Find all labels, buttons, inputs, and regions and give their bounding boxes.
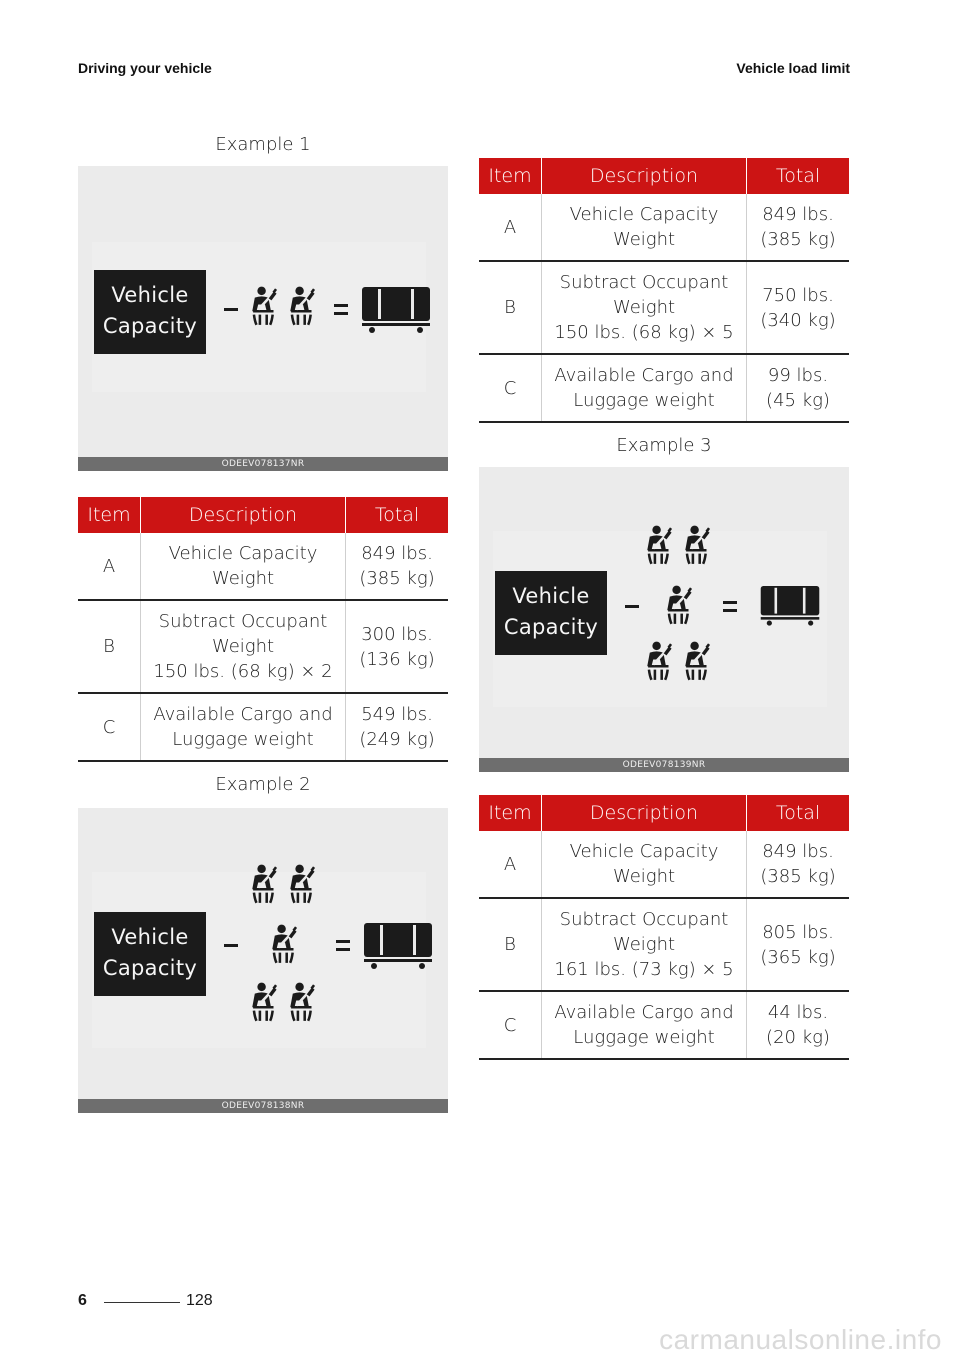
equals-icon [723, 601, 737, 612]
column-header-total: Total [747, 795, 850, 831]
equals-icon [334, 304, 348, 315]
row-description: Vehicle Capacity Weight [542, 831, 747, 898]
table-row [479, 898, 849, 991]
table-row [479, 354, 849, 422]
row-description: Subtract Occupant Weight 150 lbs. (68 kg) × 5 [542, 261, 747, 354]
seatbelt-icon [290, 865, 314, 903]
capacity-label-line1: Vehicle [111, 283, 189, 307]
footer-rule [104, 1302, 180, 1303]
example-1-equation [78, 166, 448, 471]
row-description: Available Cargo and Luggage weight [141, 693, 346, 761]
column-header-item: Item [479, 795, 542, 831]
example-3-table [479, 795, 849, 1060]
row-item: C [78, 693, 141, 761]
row-description: Available Cargo and Luggage weight [542, 991, 747, 1059]
row-item: A [78, 533, 141, 600]
row-description: Vehicle Capacity Weight [141, 533, 346, 600]
column-header-description: Description [542, 158, 747, 194]
cargo-icon [362, 287, 430, 333]
row-total: 300 lbs. (136 kg) [346, 600, 449, 693]
page-number: 128 [186, 1292, 213, 1309]
equals-icon [336, 940, 350, 951]
example-2-equation [78, 808, 448, 1113]
table-row [78, 533, 448, 600]
row-total: 549 lbs. (249 kg) [346, 693, 449, 761]
chapter-number: 6 [78, 1292, 87, 1309]
row-total: 849 lbs. (385 kg) [747, 194, 850, 261]
row-item: B [479, 261, 542, 354]
row-description: Available Cargo and Luggage weight [542, 354, 747, 422]
example-1-title: Example 1 [215, 134, 311, 155]
table-row [78, 600, 448, 693]
table-row [479, 261, 849, 354]
seatbelt-icon [647, 526, 671, 564]
capacity-label-line1: Vehicle [111, 925, 189, 949]
column-header-description: Description [141, 497, 346, 533]
cargo-icon [364, 923, 432, 969]
column-header-item: Item [479, 158, 542, 194]
capacity-label-line1: Vehicle [512, 584, 590, 608]
row-description: Subtract Occupant Weight 161 lbs. (73 kg) × 5 [542, 898, 747, 991]
example-3-title: Example 3 [616, 435, 712, 456]
column-header-description: Description [542, 795, 747, 831]
seatbelt-icon [252, 983, 276, 1021]
left-column [78, 132, 448, 1113]
seatbelt-icon [647, 642, 671, 680]
right-column [479, 158, 849, 1060]
row-total: 99 lbs. (45 kg) [747, 354, 850, 422]
capacity-label-line2: Capacity [102, 314, 198, 338]
seatbelt-icon [272, 925, 296, 963]
example-1-table [78, 497, 448, 762]
row-total: 849 lbs. (385 kg) [747, 831, 850, 898]
example-3-figure-code: ODEEV078139NR [479, 758, 849, 772]
seatbelt-icon [290, 287, 314, 325]
example-1-figure [78, 166, 448, 471]
row-description: Vehicle Capacity Weight [542, 194, 747, 261]
minus-icon [224, 944, 238, 947]
row-total: 750 lbs. (340 kg) [747, 261, 850, 354]
header-section-title: Driving your vehicle [78, 60, 212, 76]
header-topic-title: Vehicle load limit [736, 60, 850, 76]
seatbelt-icon [252, 865, 276, 903]
example-2-figure-code: ODEEV078138NR [78, 1099, 448, 1113]
column-header-item: Item [78, 497, 141, 533]
example-2-figure [78, 808, 448, 1113]
column-header-total: Total [747, 158, 850, 194]
watermark: carmanualsonline.info [659, 1324, 942, 1355]
seatbelt-icon [685, 642, 709, 680]
row-item: C [479, 991, 542, 1059]
example-1-figure-code: ODEEV078137NR [78, 457, 448, 471]
table-row [479, 194, 849, 261]
capacity-label-line2: Capacity [102, 956, 198, 980]
seatbelt-icon [252, 287, 276, 325]
row-item: A [479, 831, 542, 898]
cargo-icon [761, 586, 820, 626]
row-item: C [479, 354, 542, 422]
seatbelt-icon [667, 586, 691, 624]
row-item: B [78, 600, 141, 693]
example-3-figure [479, 467, 849, 772]
seatbelt-icon [290, 983, 314, 1021]
minus-icon [224, 308, 238, 311]
table-row [78, 693, 448, 761]
table-row [479, 831, 849, 898]
capacity-label-line2: Capacity [503, 615, 599, 639]
column-header-total: Total [346, 497, 449, 533]
row-total: 805 lbs. (365 kg) [747, 898, 850, 991]
row-item: A [479, 194, 542, 261]
example-2-title: Example 2 [215, 774, 311, 795]
row-total: 44 lbs. (20 kg) [747, 991, 850, 1059]
row-description: Subtract Occupant Weight 150 lbs. (68 kg) × 2 [141, 600, 346, 693]
seatbelt-icon [685, 526, 709, 564]
example-3-equation [479, 467, 849, 772]
example-2-table [479, 158, 849, 423]
table-row [479, 991, 849, 1059]
row-total: 849 lbs. (385 kg) [346, 533, 449, 600]
minus-icon [625, 605, 639, 608]
row-item: B [479, 898, 542, 991]
